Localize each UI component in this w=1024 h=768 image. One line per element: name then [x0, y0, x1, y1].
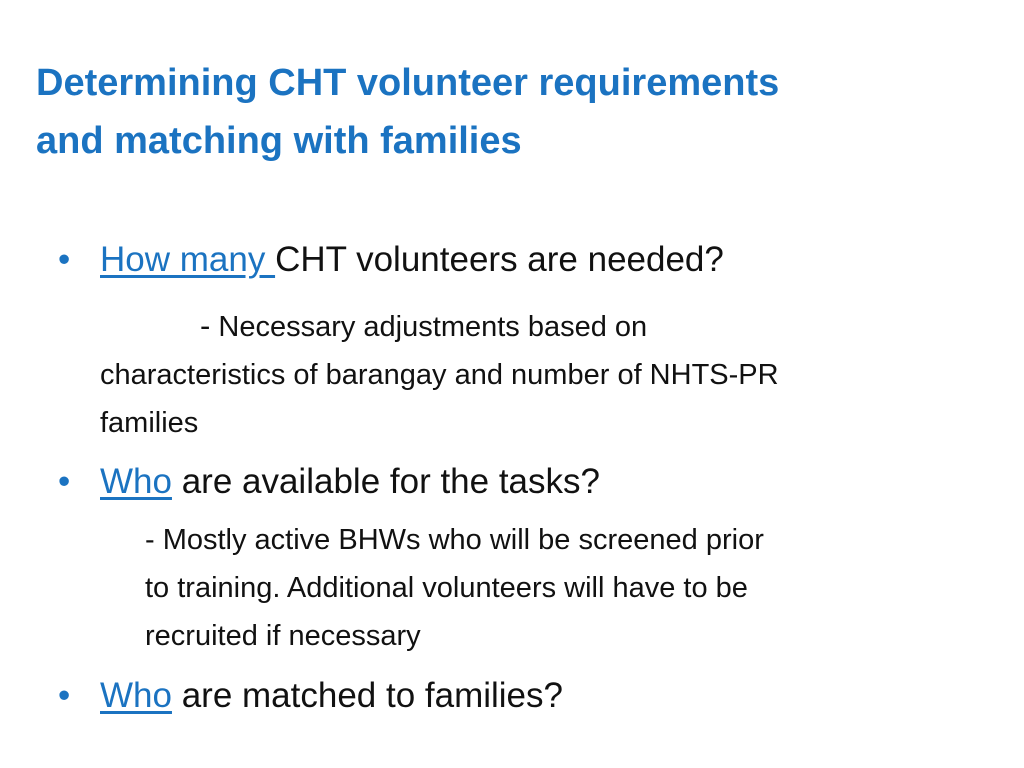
sub-line: to training. Additional volunteers will have to be [145, 572, 748, 604]
sub-line: recruited if necessary [145, 620, 421, 652]
sub-point-bhws [145, 516, 985, 660]
how-many-link[interactable]: How many [100, 240, 276, 279]
bullet-text: are matched to families? [171, 676, 563, 715]
bullet-who-available [58, 460, 998, 504]
sub-line: families [100, 407, 199, 439]
sub-line: characteristics of barangay and number of NHTS-PR [100, 359, 779, 391]
bullet-text: are available for the tasks? [171, 462, 600, 501]
who-available-link[interactable]: Who [100, 462, 172, 501]
dash: - [200, 308, 211, 343]
sub-line: - Mostly active BHWs who will be screened prior [145, 524, 764, 556]
bullet-who-matched [58, 674, 998, 718]
slide-title [36, 54, 996, 170]
bullet-how-many [58, 238, 998, 282]
bullet-text: CHT volunteers are needed? [275, 240, 724, 279]
bullet-dot-icon: • [58, 676, 71, 715]
bullet-dot-icon: • [58, 462, 71, 501]
who-matched-link[interactable]: Who [100, 676, 172, 715]
sub-point-adjustments [100, 302, 980, 447]
sub-line [100, 302, 980, 351]
bullet-dot-icon: • [58, 240, 71, 279]
sub-text: Necessary adjustments based on [210, 311, 648, 343]
title-line-2: and matching with families [36, 120, 522, 162]
title-line-1: Determining CHT volunteer requirements [36, 62, 780, 104]
